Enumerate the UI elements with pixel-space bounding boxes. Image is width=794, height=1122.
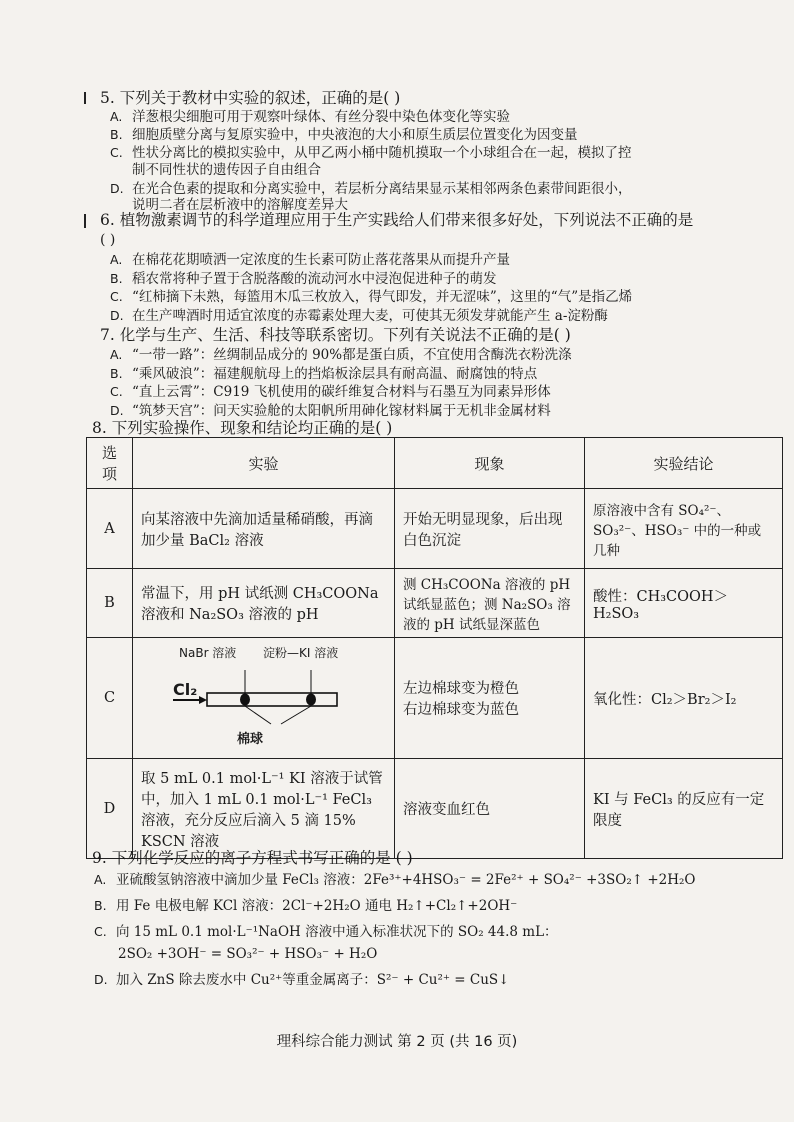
q7-option-b: B. “乘风破浪”：福建舰航母上的挡焰板涂层具有耐高温、耐腐蚀的特点 bbox=[110, 365, 538, 382]
diagram-label-nabr: NaBr 溶液 bbox=[179, 646, 237, 660]
row-experiment: 取 5 mL 0.1 mol·L⁻¹ KI 溶液于试管中，加入 1 mL 0.1 mol·L⁻¹ FeCl₃ 溶液，充分反应后滴入 5 滴 15% KSCN 溶液 bbox=[133, 759, 395, 859]
table-row bbox=[87, 759, 783, 859]
table-header-conclusion: 实验结论 bbox=[585, 438, 783, 489]
row-phenomenon: 左边棉球变为橙色 右边棉球变为蓝色 bbox=[395, 638, 585, 759]
question-8-stem: 8. 下列实验操作、现象和结论均正确的是( ) bbox=[92, 419, 393, 437]
cotton-ball-right bbox=[306, 694, 316, 706]
row-option: A bbox=[87, 489, 133, 569]
question-5-stem: 5. 下列关于教材中实验的叙述，正确的是( ) bbox=[100, 89, 401, 107]
q9-option-c: C. 向 15 mL 0.1 mol·L⁻¹NaOH 溶液中通入标准状况下的 SO₂ 44.8 mL： bbox=[94, 924, 558, 940]
table-row bbox=[87, 638, 783, 759]
row-conclusion: 原溶液中含有 SO₄²⁻、SO₃²⁻、HSO₃⁻ 中的一种或几种 bbox=[585, 489, 783, 569]
row-phenomenon: 开始无明显现象，后出现白色沉淀 bbox=[395, 489, 585, 569]
q6-option-d: D. 在生产啤酒时用适宜浓度的赤霉素处理大麦，可使其无须发芽就能产生 a-淀粉酶 bbox=[110, 307, 608, 324]
row-option: C bbox=[87, 638, 133, 759]
question-6-paren: ( ) bbox=[100, 232, 116, 248]
row-conclusion: KI 与 FeCl₃ 的反应有一定限度 bbox=[585, 759, 783, 859]
q8-table bbox=[86, 437, 783, 859]
table-header-option: 选项 bbox=[87, 438, 133, 489]
q9-option-a: A. 亚硫酸氢钠溶液中滴加少量 FeCl₃ 溶液：2Fe³⁺+4HSO₃⁻ = 2Fe²⁺ + SO₄²⁻ +3SO₂↑ +2H₂O bbox=[94, 872, 696, 888]
glass-tube bbox=[207, 693, 337, 706]
margin-mark bbox=[84, 92, 86, 104]
q5-option-c-continued: 制不同性状的遗传因子自由组合 bbox=[132, 162, 321, 178]
glass-tube-diagram bbox=[163, 662, 353, 732]
q5-option-a: A. 洋葱根尖细胞可用于观察叶绿体、有丝分裂中染色体变化等实验 bbox=[110, 109, 510, 125]
row-conclusion: 氧化性：Cl₂＞Br₂＞I₂ bbox=[585, 638, 783, 759]
diagram-label-cotton: 棉球 bbox=[237, 732, 264, 747]
question-7-stem: 7. 化学与生产、生活、科技等联系密切。下列有关说法不正确的是( ) bbox=[100, 326, 571, 344]
row-conclusion: 酸性：CH₃COOH＞H₂SO₃ bbox=[585, 569, 783, 638]
row-phenomenon: 测 CH₃COONa 溶液的 pH 试纸显蓝色；测 Na₂SO₃ 溶液的 pH 试纸显深蓝色 bbox=[395, 569, 585, 638]
row-phenomenon: 溶液变血红色 bbox=[395, 759, 585, 859]
leader-cotton-right bbox=[281, 706, 311, 724]
q9-option-c-continued: 2SO₂ +3OH⁻ = SO₃²⁻ + HSO₃⁻ + H₂O bbox=[118, 946, 378, 962]
q5-option-d-continued: 说明二者在层析液中的溶解度差异大 bbox=[132, 197, 348, 213]
q9-option-b: B. 用 Fe 电极电解 KCl 溶液：2Cl⁻+2H₂O 通电 H₂↑+Cl₂↑+2OH⁻ bbox=[94, 898, 518, 914]
q5-option-c: C. 性状分离比的模拟实验中，从甲乙两小桶中随机摸取一个小球组合在一起，模拟了控 bbox=[110, 145, 632, 161]
page-footer: 理科综合能力测试 第 2 页 (共 16 页) bbox=[276, 1034, 518, 1050]
q6-option-c: C. “红柿摘下未熟，每篮用木瓜三枚放入，得气即发，并无涩味”，这里的“气”是指乙烯 bbox=[110, 289, 633, 305]
row-experiment: 向某溶液中先滴加适量稀硝酸，再滴加少量 BaCl₂ 溶液 bbox=[133, 489, 395, 569]
q5-option-d: D. 在光合色素的提取和分离实验中，若层析分离结果显示某相邻两条色素带间距很小， bbox=[110, 181, 632, 197]
row-experiment: 常温下，用 pH 试纸测 CH₃COONa 溶液和 Na₂SO₃ 溶液的 pH bbox=[133, 569, 395, 638]
q9-option-d: D. 加入 ZnS 除去废水中 Cu²⁺等重金属离子：S²⁻ + Cu²⁺ = CuS↓ bbox=[94, 972, 510, 988]
question-9-stem: 9. 下列化学反应的离子方程式书写正确的是 ( ) bbox=[92, 849, 413, 867]
table-row bbox=[87, 569, 783, 638]
table-header-phenomenon: 现象 bbox=[395, 438, 585, 489]
q5-option-b: B. 细胞质壁分离与复原实验中，中央液泡的大小和原生质层位置变化为因变量 bbox=[110, 127, 578, 143]
q7-option-c: C. “直上云霄”：C919 飞机使用的碳纤维复合材料与石墨互为同素异形体 bbox=[110, 384, 551, 400]
table-header-experiment: 实验 bbox=[133, 438, 395, 489]
question-6-stem: 6. 植物激素调节的科学道理应用于生产实践给人们带来很多好处，下列说法不正确的是 bbox=[100, 211, 694, 229]
gas-arrow-head bbox=[199, 696, 207, 704]
diagram-label-cl2: Cl₂ bbox=[173, 680, 198, 699]
row-option: B bbox=[87, 569, 133, 638]
q7-option-d: D. “筑梦天宫”：问天实验舱的太阳帆所用砷化镓材料属于无机非金属材料 bbox=[110, 402, 551, 419]
row-option: D bbox=[87, 759, 133, 859]
table-row bbox=[87, 489, 783, 569]
q6-option-a: A. 在棉花花期喷洒一定浓度的生长素可防止落花落果从而提升产量 bbox=[110, 252, 510, 268]
q6-option-b: B. 稻农常将种子置于含脱落酸的流动河水中浸泡促进种子的萌发 bbox=[110, 270, 497, 287]
apparatus-diagram-cell bbox=[133, 638, 395, 759]
q7-option-a: A. “一带一路”：丝绸制品成分的 90%都是蛋白质，不宜使用含酶洗衣粉洗涤 bbox=[110, 347, 572, 363]
leader-cotton-left bbox=[245, 706, 271, 724]
cotton-ball-left bbox=[240, 694, 250, 706]
diagram-label-ki: 淀粉—KI 溶液 bbox=[263, 646, 339, 660]
margin-mark bbox=[84, 214, 86, 228]
